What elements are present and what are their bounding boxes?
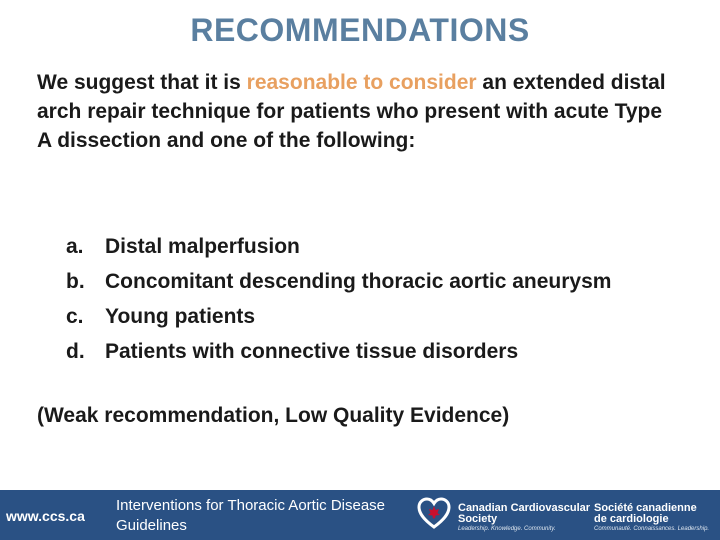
criteria-item (66, 299, 706, 334)
criteria-text: Patients with connective tissue disorders (105, 340, 519, 363)
guideline-title: Interventions for Thoracic Aortic Disease Guidelines (116, 497, 386, 534)
org-name-english (458, 503, 590, 533)
recommendation-strength-phrase: reasonable to consider (246, 71, 477, 94)
criteria-item (66, 229, 706, 264)
criteria-text: Concomitant descending thoracic aortic aneurysm (105, 270, 612, 293)
criteria-list (66, 229, 706, 369)
org-name-english-line1: Canadian Cardiovascular (458, 502, 591, 514)
org-name-english-line2: Society (458, 513, 498, 525)
org-name-french-line1: Société canadienne (594, 502, 697, 514)
recommendation-statement (37, 68, 677, 155)
footer-bar (0, 490, 720, 540)
slide-title: RECOMMENDATIONS (190, 12, 530, 48)
criteria-text: Young patients (105, 305, 256, 328)
org-tagline-french: Communauté. Connaissances. Leadership. (594, 526, 710, 532)
org-name-french (594, 503, 709, 533)
criteria-marker: a. (66, 235, 84, 258)
website-link[interactable]: www.ccs.ca (6, 508, 85, 524)
org-tagline-english: Leadership. Knowledge. Community. (458, 526, 556, 532)
org-name-french-line2: de cardiologie (594, 513, 669, 525)
criteria-marker: d. (66, 340, 85, 363)
criteria-marker: b. (66, 270, 85, 293)
criteria-item (66, 334, 706, 369)
heart-maple-leaf-icon (417, 496, 451, 530)
evidence-grade: (Weak recommendation, Low Quality Evidence) (37, 404, 510, 427)
criteria-item (66, 264, 706, 299)
intro-text-start: We suggest that it is (37, 71, 247, 94)
criteria-marker: c. (66, 305, 84, 328)
criteria-text: Distal malperfusion (105, 235, 300, 258)
intro-text-end: an extended distal arch repair technique for patients who present with acute Type A dissection and one of the following: (37, 71, 666, 152)
